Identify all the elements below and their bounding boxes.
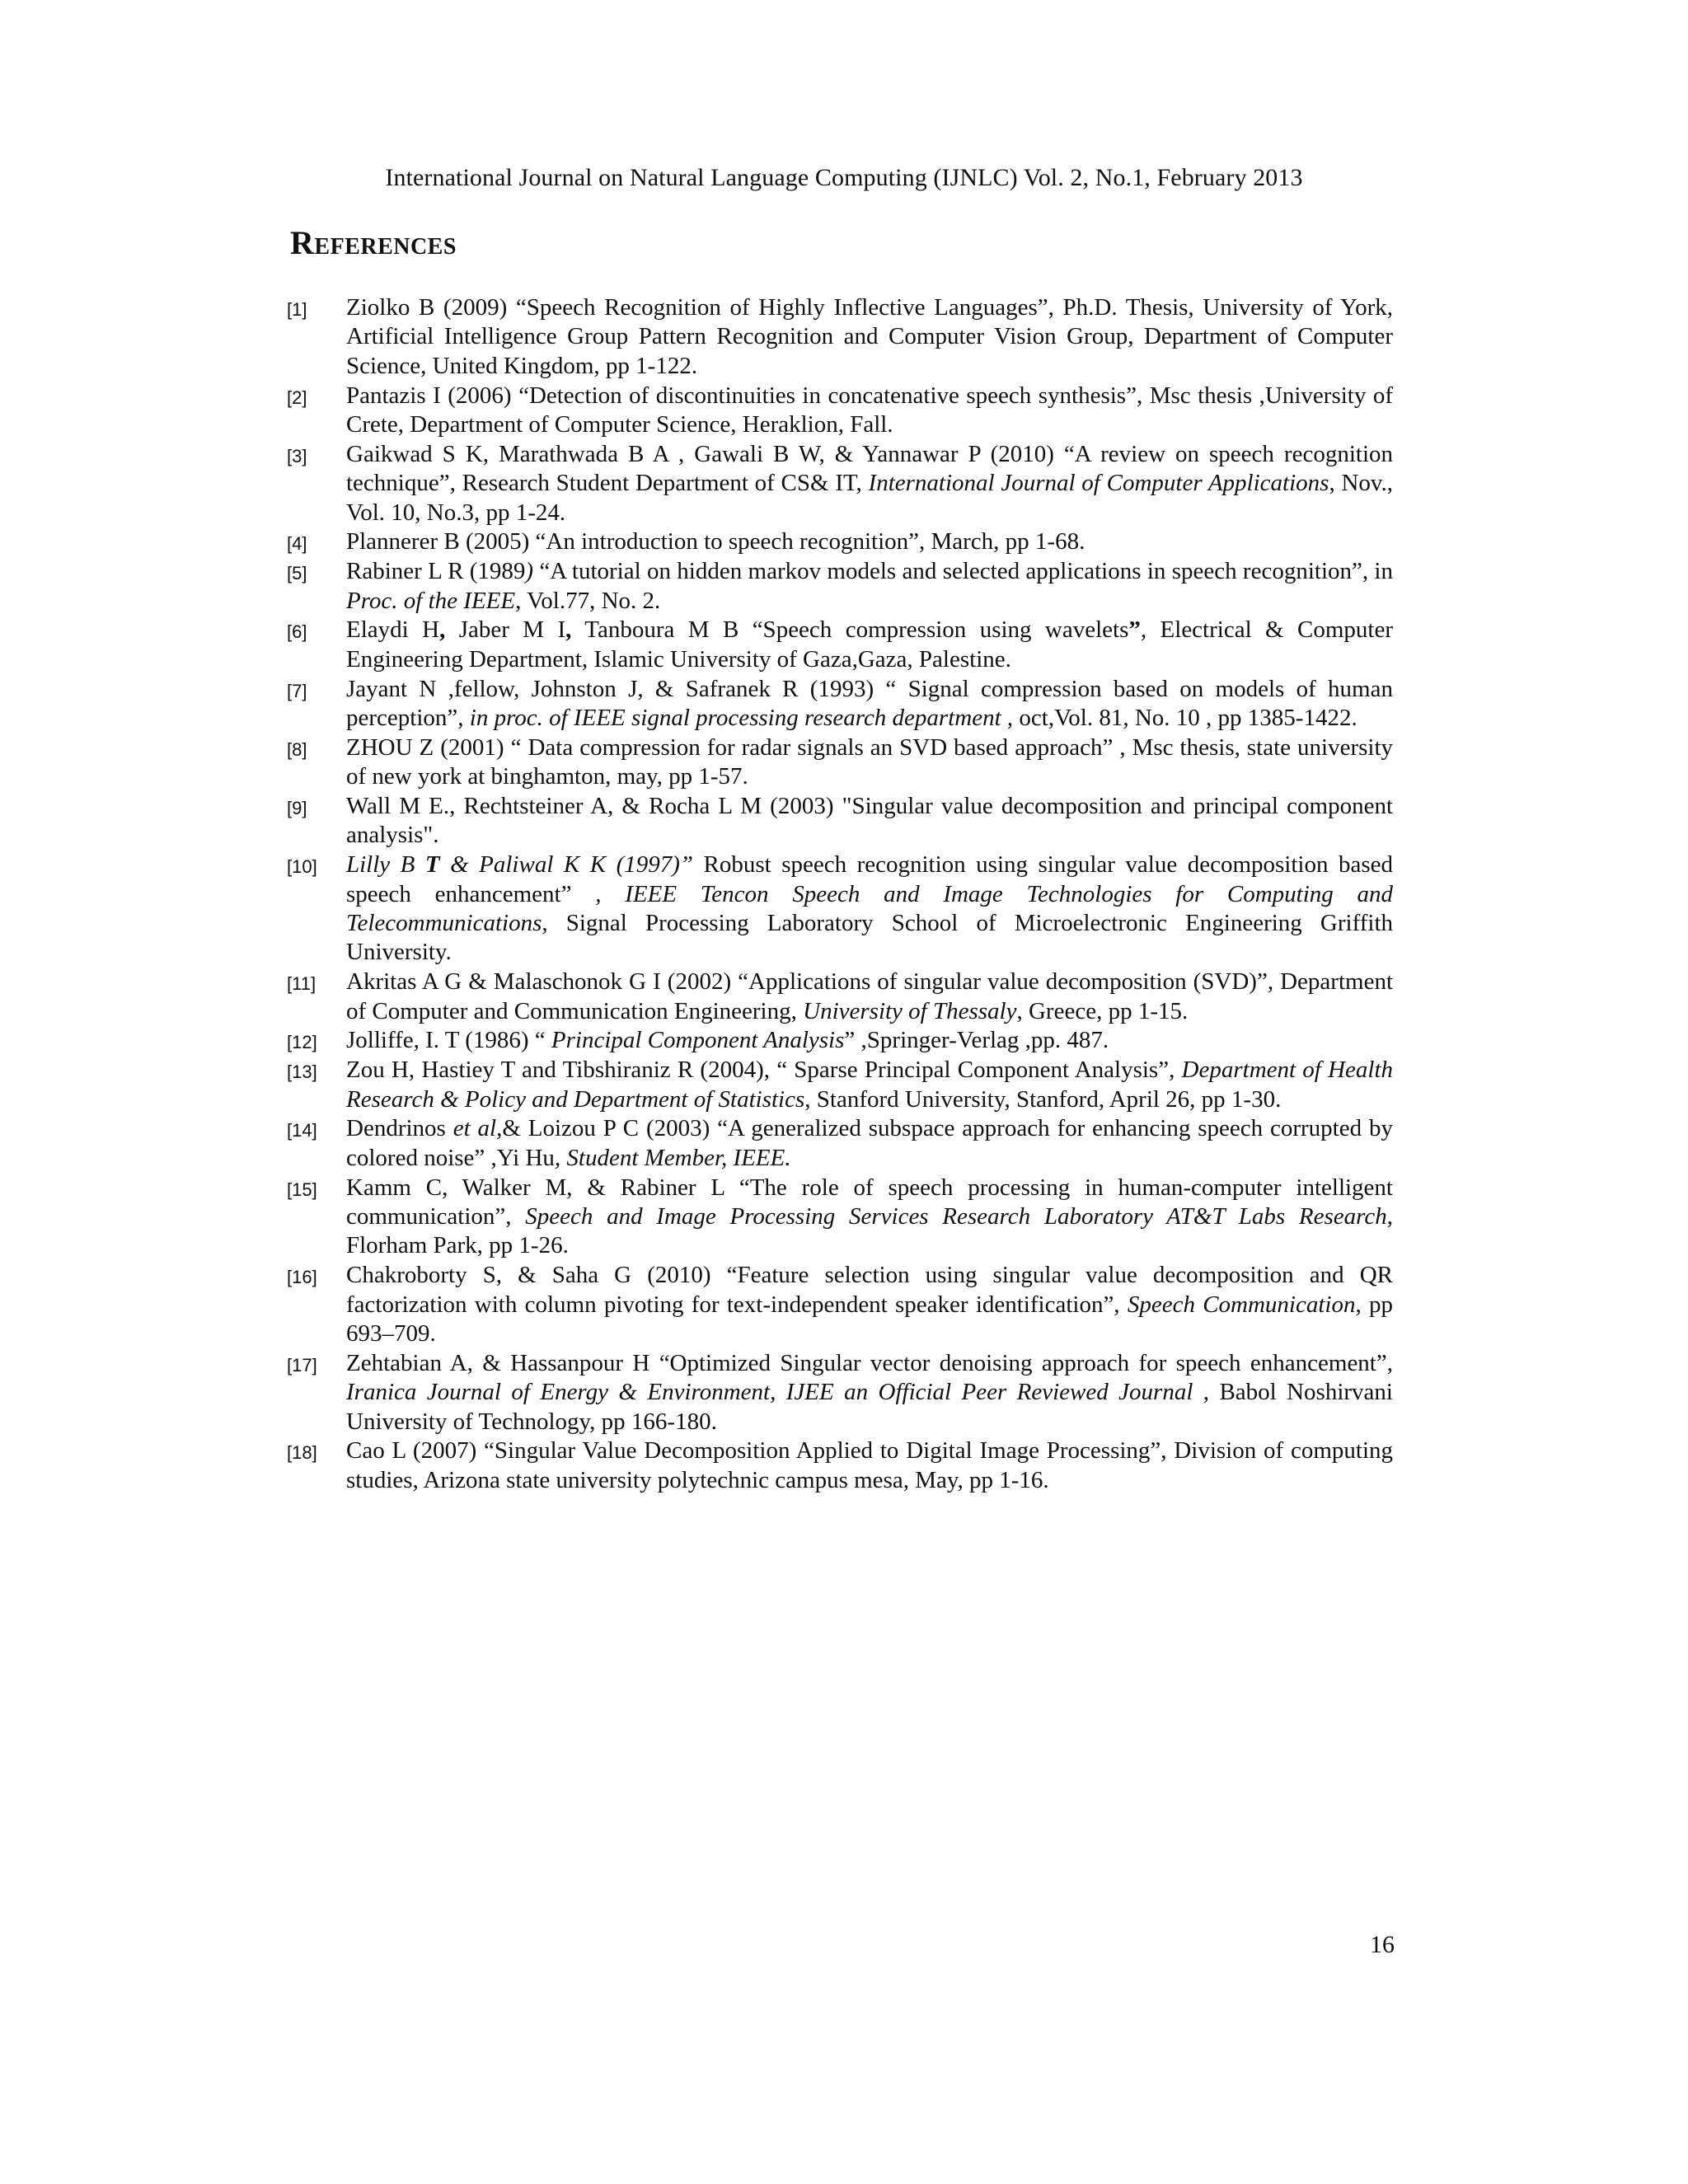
reference-text-segment: , xyxy=(565,616,572,644)
reference-text-segment: , xyxy=(1267,968,1274,996)
reference-text-segment: Rabiner L R (1989 xyxy=(346,558,526,585)
reference-text-segment: Cao L (2007) “Singular Value Decomposition Applied to Digital Image Processing”, Division of computing studies, Arizona state university polytechnic campus mesa, May, pp 1-16. xyxy=(346,1437,1393,1493)
reference-number: [15] xyxy=(287,1179,317,1200)
reference-text-segment: , Vol.77, No. 2. xyxy=(515,587,661,614)
reference-text-segment: International Journal of Computer Applications xyxy=(868,470,1329,497)
reference-text xyxy=(346,968,1393,1026)
reference-text xyxy=(346,293,1393,381)
reference-number: [9] xyxy=(287,798,307,819)
reference-item xyxy=(287,382,1393,440)
reference-text-segment: , IEEE Tencon Speech and Image Technologies for Computing and Telecommunications xyxy=(346,880,1393,937)
reference-text-segment: Wall M E., Rechtsteiner A, & Rocha L M (2003) "Singular value decomposition and principal component analysis". xyxy=(346,793,1393,849)
reference-text-segment: , Babol Noshirvani University of Technology, pp 166-180. xyxy=(346,1379,1393,1435)
running-header: International Journal on Natural Language Computing (IJNLC) Vol. 2, No.1, February 2013 xyxy=(385,164,1303,191)
reference-item xyxy=(287,733,1393,792)
reference-item xyxy=(287,1436,1393,1495)
reference-text-segment: Principal Component Analysis xyxy=(551,1027,845,1054)
reference-list xyxy=(287,293,1393,1496)
references-heading: References xyxy=(290,224,457,261)
reference-text-segment: Department of Health Research & Policy and Department of Statistics xyxy=(346,1057,1393,1113)
reference-number: [3] xyxy=(287,445,307,466)
reference-text-segment: Jolliffe, I. T (1986) “ xyxy=(346,1027,551,1054)
reference-text-segment: ” ,Springer-Verlag ,pp. 487. xyxy=(844,1027,1109,1054)
reference-text xyxy=(346,1261,1393,1348)
reference-item xyxy=(287,616,1393,674)
reference-item xyxy=(287,527,1393,556)
reference-text-segment: Chakroborty S, & Saha G (2010) “Feature selection using singular value decomposition and QR factorization with column pivoting for text-independent speaker identification”, xyxy=(346,1262,1393,1318)
reference-text xyxy=(346,1349,1393,1436)
reference-text-segment: Elaydi H xyxy=(346,616,440,644)
reference-text-segment: Speech Communication xyxy=(1127,1291,1356,1318)
reference-item xyxy=(287,440,1393,527)
reference-text xyxy=(346,792,1393,851)
reference-number: [5] xyxy=(287,563,307,584)
reference-number: [4] xyxy=(287,533,307,555)
reference-text-emphasis xyxy=(425,851,440,878)
reference-text-segment: University of Thessaly xyxy=(803,997,1017,1024)
reference-item xyxy=(287,968,1393,1026)
reference-text-segment: Zehtabian A, & Hassanpour H “Optimized Singular vector denoising approach for speech enhancement”, xyxy=(346,1349,1393,1376)
reference-text xyxy=(346,1174,1393,1261)
reference-text xyxy=(346,1056,1393,1114)
reference-item xyxy=(287,1261,1393,1348)
reference-item xyxy=(287,851,1393,968)
page-number: 16 xyxy=(1370,1931,1395,1958)
reference-text-segment: , oct,Vol. 81, No. 10 , pp 1385-1422. xyxy=(1001,705,1357,732)
reference-text xyxy=(346,1436,1393,1495)
reference-text-segment: Tanboura M B “Speech compression using wavelets xyxy=(571,616,1129,644)
reference-number: [11] xyxy=(287,973,316,995)
reference-text-segment: Lilly B xyxy=(346,851,425,879)
reference-text xyxy=(346,675,1393,733)
reference-text-segment: ,& Loizou P C (2003) “A generalized subspace approach for enhancing speech corrupted by colored noise” ,Yi Hu xyxy=(346,1115,1393,1171)
reference-text-segment: Proc. of the IEEE xyxy=(346,587,516,614)
reference-number: [14] xyxy=(287,1120,317,1141)
reference-item xyxy=(287,293,1393,381)
reference-text-segment: Jaber M I xyxy=(445,616,566,644)
reference-text-segment: Pantazis I (2006) “Detection of discontinuities in concatenative speech synthesis”, Msc thesis ,University of Crete, Department of Computer Science, Heraklion, Fall. xyxy=(346,382,1393,438)
reference-text-segment: & Paliwal K K (1997)” xyxy=(439,851,694,879)
reference-text-segment: ” xyxy=(1128,616,1141,644)
reference-text-segment: Ziolko B (2009) “Speech Recognition of Highly Inflective Languages”, Ph.D. Thesis, University of York, Artificial Intelligence Group Pattern Recognition and Computer Vision Group, Department of Computer Science, United Kingdom, pp 1-122. xyxy=(346,294,1393,379)
reference-item xyxy=(287,1056,1393,1114)
reference-text-segment: , Student Member, IEEE. xyxy=(554,1144,791,1171)
reference-number: [6] xyxy=(287,621,307,643)
reference-text-segment: Zou H, Hastiey T and Tibshiraniz R (2004), “ Sparse Principal Component Analysis”, xyxy=(346,1057,1182,1084)
reference-text-segment: Iranica Journal of Energy & Environment, IJEE an Official Peer Reviewed Journal xyxy=(346,1379,1193,1406)
reference-text xyxy=(346,557,1393,616)
reference-text-segment: Dendrinos xyxy=(346,1115,453,1142)
reference-item xyxy=(287,1174,1393,1261)
reference-number: [1] xyxy=(287,299,307,320)
reference-item xyxy=(287,675,1393,733)
reference-text-segment: , Electrical & Computer Engineering Department, Islamic University of Gaza,Gaza, Palestine. xyxy=(346,616,1393,673)
reference-number: [18] xyxy=(287,1442,317,1464)
reference-text-segment: , pp 693–709. xyxy=(346,1291,1393,1347)
reference-number: [13] xyxy=(287,1062,317,1083)
reference-text-segment: Kamm C, Walker M, & Rabiner L “The role of speech processing in human-computer intelligent communication”, xyxy=(346,1174,1393,1230)
reference-text xyxy=(346,851,1393,968)
reference-text-segment: , Nov., Vol. 10, No.3, pp 1-24. xyxy=(346,470,1394,526)
reference-text xyxy=(346,616,1393,674)
reference-text-segment: et al xyxy=(452,1115,497,1142)
reference-text xyxy=(346,1114,1393,1173)
reference-number: [17] xyxy=(287,1354,317,1376)
reference-text-segment: , Florham Park, pp 1-26. xyxy=(346,1203,1394,1259)
reference-item xyxy=(287,1349,1393,1436)
reference-text-segment: , Signal Processing Laboratory School of Microelectronic Engineering Griffith University. xyxy=(346,910,1393,966)
reference-text xyxy=(346,440,1393,527)
reference-number: [16] xyxy=(287,1267,317,1288)
reference-text xyxy=(346,382,1393,440)
reference-text-segment: in proc. of IEEE signal processing research department xyxy=(469,705,1001,732)
reference-text-segment: Plannerer B (2005) “An introduction to speech recognition”, March, pp 1-68. xyxy=(346,528,1085,555)
reference-text-segment: Department of Computer and Communication Engineering, xyxy=(346,968,1393,1024)
reference-text xyxy=(346,527,1393,556)
reference-text-segment: , Greece, pp 1-15. xyxy=(1016,997,1189,1024)
reference-text xyxy=(346,1026,1393,1055)
reference-text-segment: “A tutorial on hidden markov models and selected applications in speech recognition”, in xyxy=(533,558,1393,585)
reference-text-segment: ZHOU Z (2001) “ Data compression for radar signals an SVD based approach” , Msc thesis, state university of new york at binghamton, may, pp 1-57. xyxy=(346,733,1393,790)
reference-item xyxy=(287,1114,1393,1173)
reference-text-segment: Robust speech recognition using singular value decomposition based speech enhancement” xyxy=(346,851,1394,907)
reference-text-segment: Akritas A G & Malaschonok G I (2002) “Applications of singular value decomposition (SVD)” xyxy=(346,968,1268,996)
reference-number: [2] xyxy=(287,387,307,408)
reference-number: [10] xyxy=(287,856,317,878)
reference-number: [12] xyxy=(287,1032,317,1053)
reference-number: [8] xyxy=(287,738,307,760)
reference-text-segment: Gaikwad S K, Marathwada B A , Gawali B W, & Yannawar P (2010) “A review on speech recognition technique”, Research Student Department of CS& IT, xyxy=(346,440,1393,497)
reference-text-segment: T xyxy=(424,851,440,879)
reference-number: [7] xyxy=(287,680,307,701)
reference-item xyxy=(287,557,1393,616)
reference-text-segment: , xyxy=(439,616,446,644)
reference-item xyxy=(287,792,1393,851)
reference-item xyxy=(287,1026,1393,1055)
reference-text-segment: , Stanford University, Stanford, April 26, pp 1-30. xyxy=(804,1085,1282,1113)
reference-text-segment: Speech and Image Processing Services Research Laboratory AT&T Labs Research xyxy=(525,1203,1387,1230)
reference-text xyxy=(346,733,1393,792)
reference-text-segment: ) xyxy=(525,558,534,585)
reference-text-segment: Jayant N ,fellow, Johnston J, & Safranek R (1993) “ Signal compression based on models of human perception”, xyxy=(346,675,1393,732)
